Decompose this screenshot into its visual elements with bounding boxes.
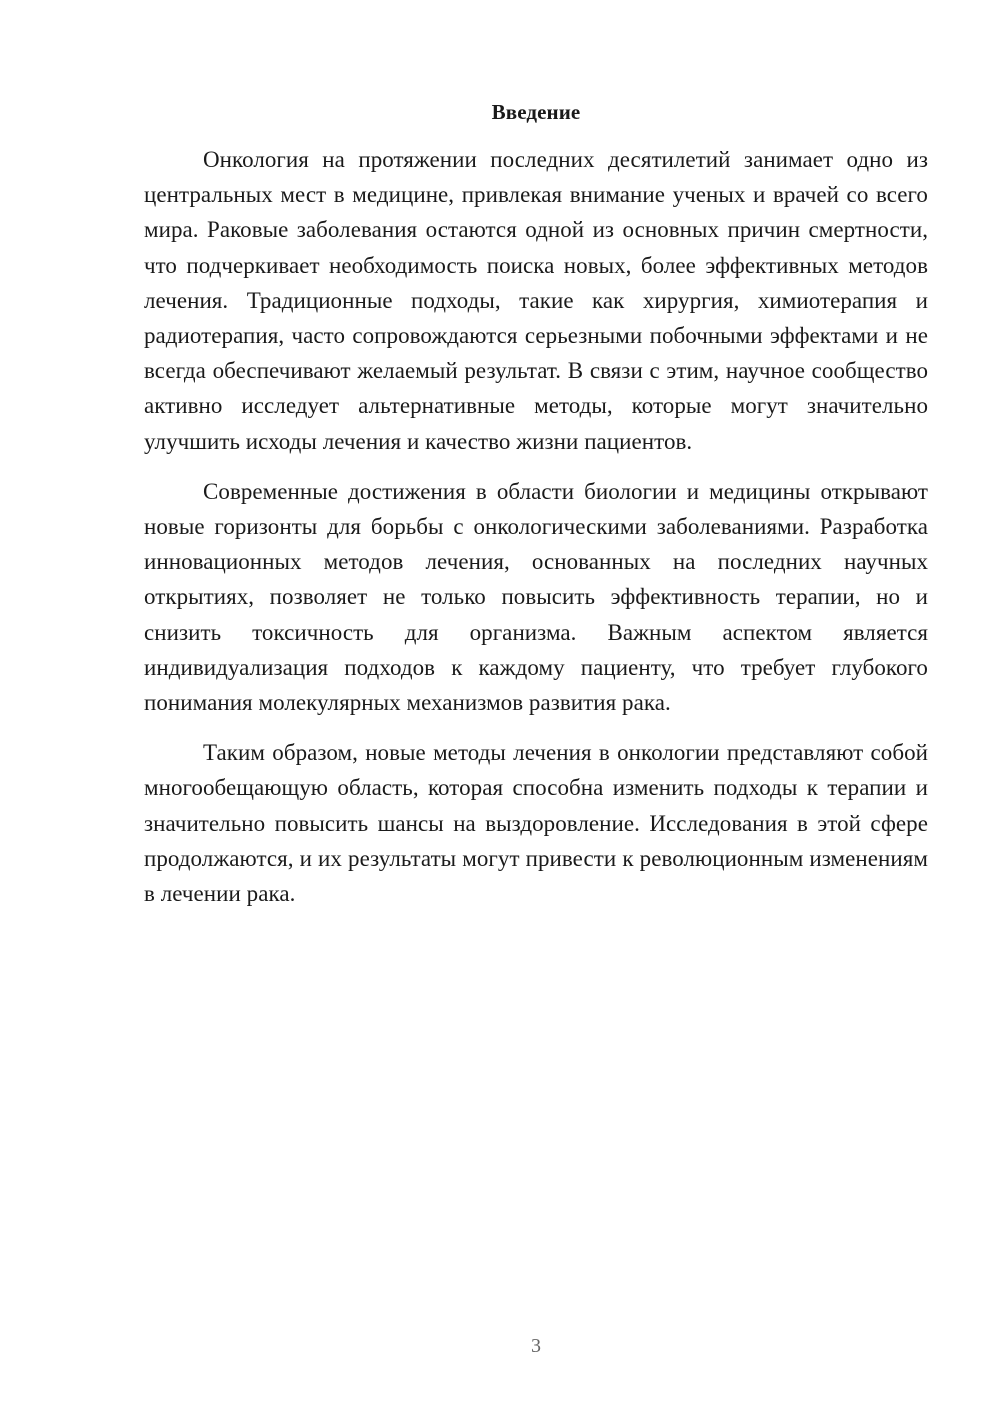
paragraph-2: Современные достижения в области биологии и медицины открывают новые горизонты для борьбы с онкологическими заболеваниями. Разработка инновационных методов лечения, основанных на последних научных открытиях, позволяет не только повысить эффективность терапии, но и снизить токсичность для организма. Важным аспектом является индивидуализация подходов к каждому пациенту, что требует глубокого понимания молекулярных механизмов развития рака. [144,478,928,716]
paragraph-1: Онкология на протяжении последних десятилетий занимает одно из центральных мест в медицине, привлекая внимание ученых и врачей со всего мира. Раковые заболевания остаются одной из основных причин смертности, что подчеркивает необходимость поиска новых, более эффективных методов лечения. Традиционные подходы, такие как хирургия, химиотерапия и радиотерапия, часто сопровождаются серьезными побочными эффектами и не всегда обеспечивают желаемый результат. В связи с этим, научное сообщество активно исследует альтернативные методы, которые могут значительно улучшить исходы лечения и качество жизни пациентов. [144,147,928,454]
section-title: Введение [491,100,581,124]
page-number: 3 [531,1335,541,1357]
body-text [144,142,928,911]
paragraph-3: Таким образом, новые методы лечения в онкологии представляют собой многообещающую область, которая способна изменить подходы к терапии и значительно повысить шансы на выздоровление. Исследования в этой сфере продолжаются, и их результаты могут привести к революционным изменениям в лечении рака. [144,740,928,907]
